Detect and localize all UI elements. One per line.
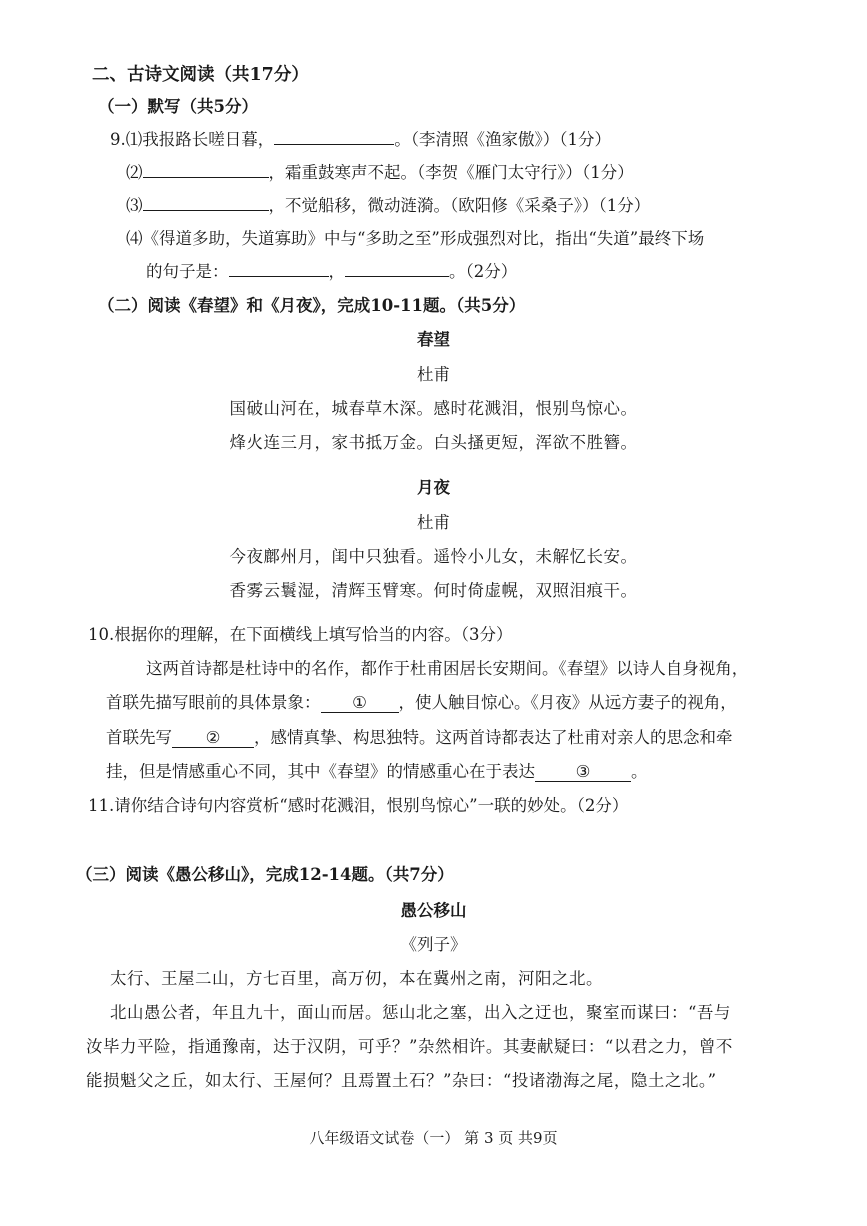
q9-2-prefix: ⑵ [126, 163, 143, 182]
q9-1-blank[interactable] [274, 128, 394, 145]
poem2-author: 杜甫 [417, 513, 450, 532]
q9-1-suffix: 。（李清照《渔家傲》）（1分） [394, 130, 611, 149]
text-line-4: 能损魁父之丘，如太行、王屋何？且焉置土石？”杂曰：“投诸渤海之尾，隐土之北。” [86, 1071, 717, 1090]
poem2-line-2: 香雾云鬟湿，清辉玉臂寒。何时倚虚幌，双照泪痕干。 [229, 581, 638, 600]
poem1-author: 杜甫 [417, 365, 450, 384]
question-9-1 [110, 128, 611, 151]
q10-p4-prefix: 挂，但是情感重心不同，其中《春望》的情感重心在于表达 [106, 762, 535, 781]
question-9-2 [126, 161, 634, 184]
q10-p3-suffix: ，感情真挚、构思独特。这两首诗都表达了杜甫对亲人的思念和牵 [254, 728, 733, 747]
q9-3-suffix: ，不觉船移，微动涟漪。（欧阳修《采桑子》）（1分） [268, 196, 651, 215]
question-9-4-line1: ⑷《得道多助，失道寡助》中与“多助之至”形成强烈对比，指出“失道”最终下场 [126, 229, 705, 248]
poem1-line-2: 烽火连三月，家书抵万金。白头搔更短，浑欲不胜簪。 [229, 433, 638, 452]
poem1-title: 春望 [417, 330, 450, 349]
q10-blank-1[interactable]: ① [321, 694, 399, 713]
q9-1-prefix: 9.⑴我报路长嗟日暮， [110, 130, 275, 149]
poem2-title: 月夜 [417, 478, 450, 497]
q10-p4-suffix: 。 [631, 762, 648, 781]
part2-title: （二）阅读《春望》和《月夜》，完成10-11题。（共5分） [98, 296, 526, 315]
q10-p3-prefix: 首联先写 [106, 728, 172, 747]
question-9-4-line2 [146, 260, 517, 283]
part3-title: （三）阅读《愚公移山》，完成12-14题。（共7分） [76, 865, 454, 884]
q10-p2-suffix: ，使人触目惊心。《月夜》从远方妻子的视角， [398, 693, 737, 712]
question-10-stem: 10.根据你的理解，在下面横线上填写恰当的内容。（3分） [88, 625, 513, 644]
text-source: 《列子》 [400, 935, 467, 954]
q9-4-prefix: 的句子是： [146, 262, 229, 281]
q9-4-blank-1[interactable] [229, 260, 329, 277]
poem2-line-1: 今夜鄜州月，闺中只独看。遥怜小儿女，未解忆长安。 [229, 547, 638, 566]
q10-p2-prefix: 首联先描写眼前的具体景象： [106, 693, 321, 712]
question-10-paragraph-2 [106, 692, 737, 714]
question-10-paragraph-1: 这两首诗都是杜诗中的名作，都作于杜甫困居长安期间。《春望》以诗人自身视角， [146, 659, 749, 678]
poem1-line-1: 国破山河在，城春草木深。感时花溅泪，恨别鸟惊心。 [229, 399, 638, 418]
page-footer: 八年级语文试卷（一） 第 3 页 共9页 [309, 1129, 558, 1147]
text-line-1: 太行、王屋二山，方七百里，高万仞，本在冀州之南，河阳之北。 [110, 969, 603, 988]
text-line-3: 汝毕力平险，指通豫南，达于汉阴，可乎？”杂然相许。其妻献疑曰：“以君之力，曾不 [86, 1037, 733, 1056]
q9-4-suffix: 。（2分） [449, 262, 518, 281]
q10-blank-2[interactable]: ② [172, 729, 254, 748]
q9-4-comma: ， [328, 262, 345, 281]
part1-title: （一）默写（共5分） [98, 97, 258, 116]
q9-2-suffix: ，霜重鼓寒声不起。（李贺《雁门太守行》）（1分） [268, 163, 634, 182]
q9-2-blank[interactable] [143, 161, 269, 178]
question-9-3 [126, 194, 650, 217]
text-title: 愚公移山 [400, 901, 467, 920]
question-11: 11.请你结合诗句内容赏析“感时花溅泪，恨别鸟惊心”一联的妙处。（2分） [88, 796, 629, 815]
q9-3-blank[interactable] [143, 194, 269, 211]
q9-3-prefix: ⑶ [126, 196, 143, 215]
question-10-paragraph-3 [106, 727, 733, 749]
section-title: 二、古诗文阅读（共17分） [92, 65, 309, 85]
q10-blank-3[interactable]: ③ [535, 763, 631, 782]
q9-4-blank-2[interactable] [345, 260, 449, 277]
text-line-2: 北山愚公者，年且九十，面山而居。惩山北之塞，出入之迂也，聚室而谋曰：“吾与 [110, 1003, 731, 1022]
question-10-paragraph-4 [106, 761, 648, 783]
